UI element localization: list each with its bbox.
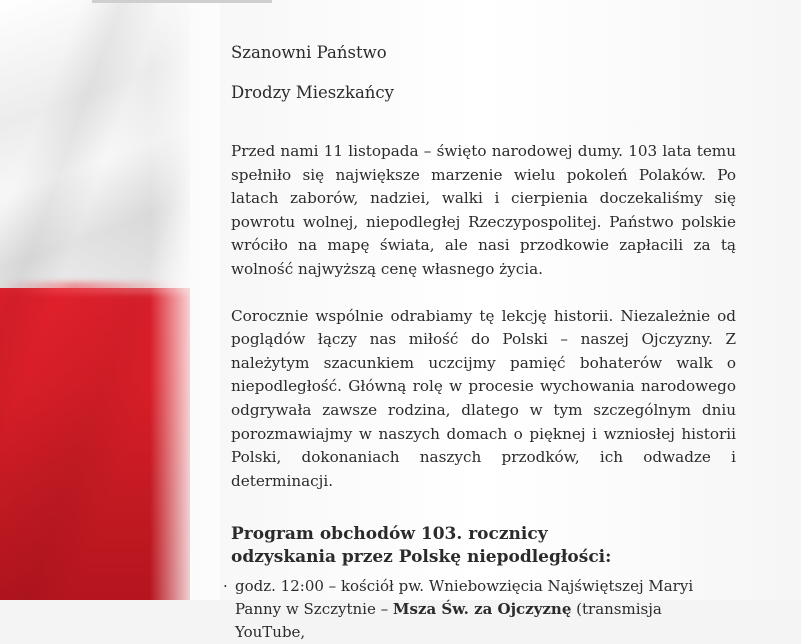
paragraph-2: Corocznie wspólnie odrabiamy tę lekcję historii. Niezależnie od poglądów łączy nas miłość do Polski – naszej Ojczyzny. Z należytym szacunkiem uczcijmy pamięć bohaterów walk o niepodległość. Główną rolę w procesie wychowania narodowego odgrywała zawsze rodzina, dlatego w tym szczególnym dniu porozmawiajmy w naszych domach o pięknej i wzniosłej historii Polski, dokonaniach naszych przodków, ich odwadze i determinacji. (231, 306, 736, 490)
letter-content (223, 38, 736, 644)
flag-white-stripe (0, 0, 190, 290)
paragraph-1: Przed nami 11 listopada – święto narodowej dumy. 103 lata temu spełniło się największe marzenie wielu pokoleń Polaków. Po latach zaborów, nadziei, walki i cierpienia doczekaliśmy się powrotu wolnej, niepodległej Rzeczypospolitej. Państwo polskie wróciło na mapę świata, ale nasi przodkowie zapłacili za tą wolność najwyższą cenę własnego życia. (231, 142, 736, 278)
program-title-line-1: Program obchodów 103. rocznicy (231, 524, 548, 545)
salutation-line-2: Drodzy Mieszkańcy (231, 83, 394, 102)
salutation-line-1: Szanowni Państwo (231, 43, 387, 62)
flag-red-stripe (0, 288, 190, 600)
program-item (223, 575, 736, 644)
program-title-line-2: odzyskania przez Polskę niepodległości: (231, 547, 612, 568)
program-title (231, 523, 736, 569)
program-item-text: godz. 12:00 – kościół pw. Wniebowzięcia Najświętszej Maryi Panny w Szczytnie – (235, 577, 694, 619)
program-item-highlight: Msza Św. za Ojczyznę (392, 600, 572, 619)
program-list (223, 575, 736, 644)
program-item-text-end: (transmisja YouTube, (235, 600, 662, 642)
top-edge-mark (92, 0, 272, 3)
program-item-bullet: · (223, 577, 228, 596)
